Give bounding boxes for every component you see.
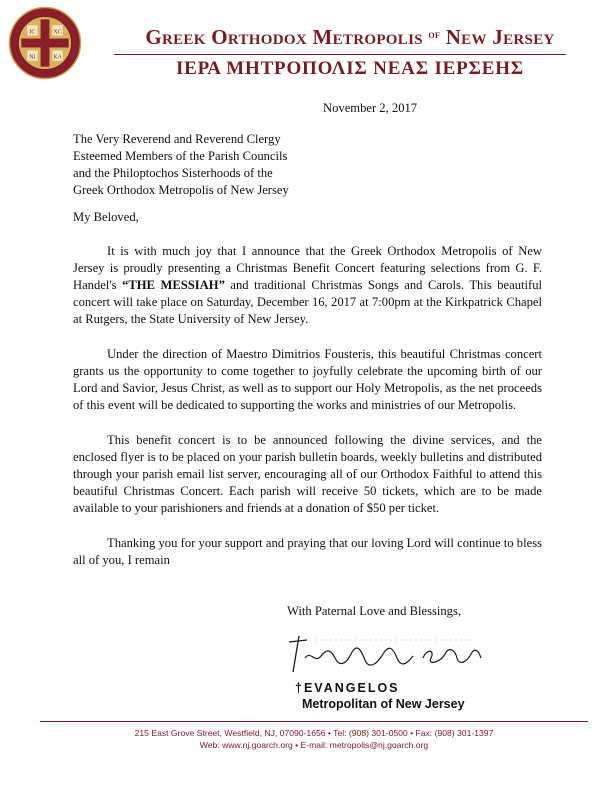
signatory-name: †EVANGELOS: [295, 681, 400, 695]
paragraph-instructions: This benefit concert is to be announced following the divine services, and the enclosed flyer is to be placed on your parish bulletin boards, weekly bulletins and distributed through your parish email list server, encouraging all of our Orthodox Faithful to attend this beautiful Christmas Concert. Each parish will receive 50 tickets, which are to be made available to your parishioners and friends at a donation of $50 per ticket.: [73, 433, 542, 515]
handwritten-signature: [285, 628, 485, 676]
seal-text-ic: IC: [29, 29, 36, 36]
seal-text-ka: KA: [53, 54, 62, 61]
paragraph-announcement-end: and traditional Christmas Songs and Carols. This beautiful concert will take place on Saturday, December 16, 2017 at 7:00pm at the Kirkpatrick Chapel at Rutgers, the State University of New Jersey.: [73, 278, 542, 326]
letter-date: November 2, 2017: [323, 101, 418, 115]
letterhead-title-main: Greek Orthodox Metropolis: [145, 25, 423, 49]
letterhead-title-end: New Jersey: [445, 25, 555, 49]
salutation: My Beloved,: [73, 210, 139, 224]
recipient-line: and the Philoptochos Sisterhoods of the: [73, 166, 273, 180]
closing-phrase: With Paternal Love and Blessings,: [287, 604, 462, 618]
footer-divider: [40, 721, 588, 722]
letterhead-title-greek: ΙΕΡΑ ΜΗΤΡΟΠΟΛΙΣ ΝΕΑΣ ΙΕΡΣΕΗΣ: [175, 58, 525, 79]
seal-text-xc: XC: [53, 29, 62, 36]
footer-web-line: Web: www.nj.goarch.org • E-mail: metropolis@nj.goarch.org: [199, 740, 429, 750]
footer-contact-line: 215 East Grove Street, Westfield, NJ, 07090-1656 • Tel: (908) 301-0500 • Fax: (908) 301-1397: [134, 728, 494, 738]
letterhead-title-of: of: [428, 29, 441, 41]
paragraph-announcement-start: It is with much joy that I announce that the Greek Orthodox Metropolis of New Jersey is proudly presenting a Christmas Benefit Concert featuring selections from G. F. Handel's: [73, 244, 542, 292]
paragraph-thanks: Thanking you for your support and praying that our loving Lord will continue to bless all of you, I remain: [73, 536, 542, 567]
letterhead-divider: [114, 54, 566, 55]
recipient-line: Esteemed Members of the Parish Councils: [73, 149, 288, 163]
letter-body: [73, 243, 542, 587]
letterhead-title-english: [95, 25, 605, 50]
metropolis-seal-logo: [8, 6, 82, 80]
signatory-title: Metropolitan of New Jersey: [302, 697, 465, 711]
seal-text-ni: NI: [29, 54, 36, 61]
recipient-block: [73, 131, 289, 199]
messiah-title: “THE MESSIAH”: [122, 278, 225, 292]
recipient-line: The Very Reverend and Reverend Clergy: [73, 132, 281, 146]
paragraph-announcement: [73, 243, 542, 328]
paragraph-director: Under the direction of Maestro Dimitrios Fousteris, this beautiful Christmas concert grants us the opportunity to come together to joyfully celebrate the upcoming birth of our Lord and Savior, Jesus Christ, as well as to support our Holy Metropolis, as the net proceeds of this event will be dedicated to supporting the works and ministries of our Metropolis.: [73, 347, 542, 412]
recipient-line: Greek Orthodox Metropolis of New Jersey: [73, 183, 289, 197]
